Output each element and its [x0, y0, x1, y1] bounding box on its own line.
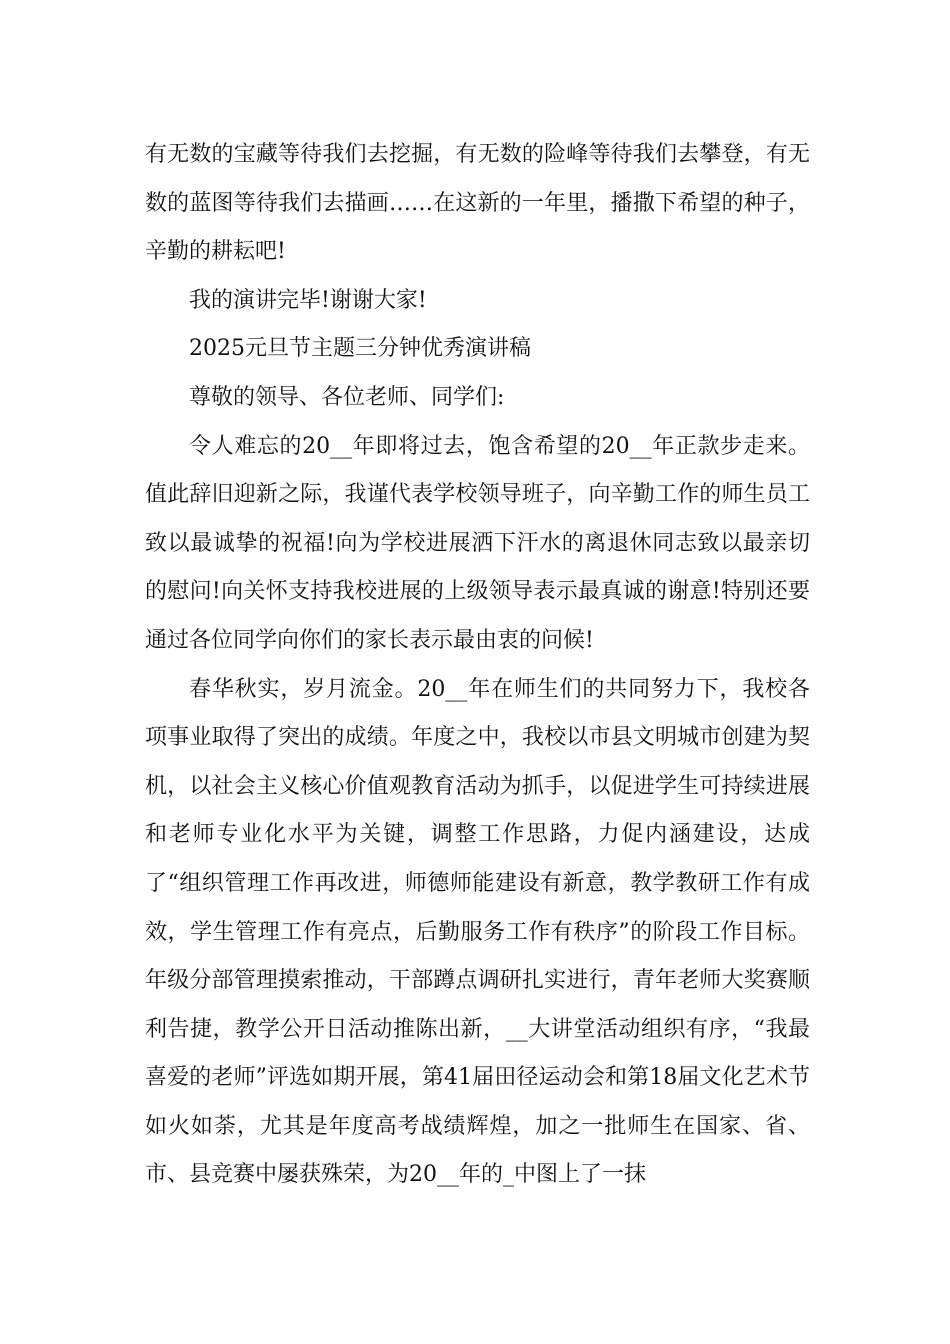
paragraph-speech-end: 我的演讲完毕!谢谢大家! [189, 287, 427, 313]
paragraph-new-year-greeting: 令人难忘的20__年即将过去，饱含希望的20__年正款步走来。值此辞旧迎新之际，我谨代表学校领导班子，向辛勤工作的师生员工致以最诚挚的祝福!向为学校进展洒下汗水的离退休同志致以最亲切的慰问!向关怀支持我校进展的上级领导表示最真诚的谢意!特别还要通过各位同学向你们的家长表示最由衷的问候! [145, 433, 810, 653]
paragraph-closing-hope: 有无数的宝藏等待我们去挖掘，有无数的险峰等待我们去攀登，有无数的蓝图等待我们去描画……在这新的一年里，播撒下希望的种子，辛勤的耕耘吧! [145, 142, 810, 265]
salutation: 尊敬的领导、各位老师、同学们: [189, 384, 505, 410]
document-body [145, 131, 810, 1200]
paragraph-achievements: 春华秋实，岁月流金。20__年在师生们的共同努力下，我校各项事业取得了突出的成绩。年度之中，我校以市县文明城市创建为契机，以社会主义核心价值观教育活动为抓手，以促进学生可持续进展和老师专业化水平为关键，调整工作思路，力促内涵建设，达成了“组织管理工作再改进，师德师能建设有新意，教学教研工作有成效，学生管理工作有亮点，后勤服务工作有秩序”的阶段工作目标。年级分部管理摸索推动，干部蹲点调研扎实进行，青年老师大奖赛顺利告捷，教学公开日活动推陈出新，__大讲堂活动组织有序，“我最喜爱的老师”评选如期开展，第41届田径运动会和第18届文化艺术节如火如荼，尤其是年度高考战绩辉煌，加之一批师生在国家、省、市、县竞赛中屡获殊荣，为20__年的_中图上了一抹 [145, 676, 810, 1188]
speech-title: 2025元旦节主题三分钟优秀演讲稿 [189, 336, 531, 362]
